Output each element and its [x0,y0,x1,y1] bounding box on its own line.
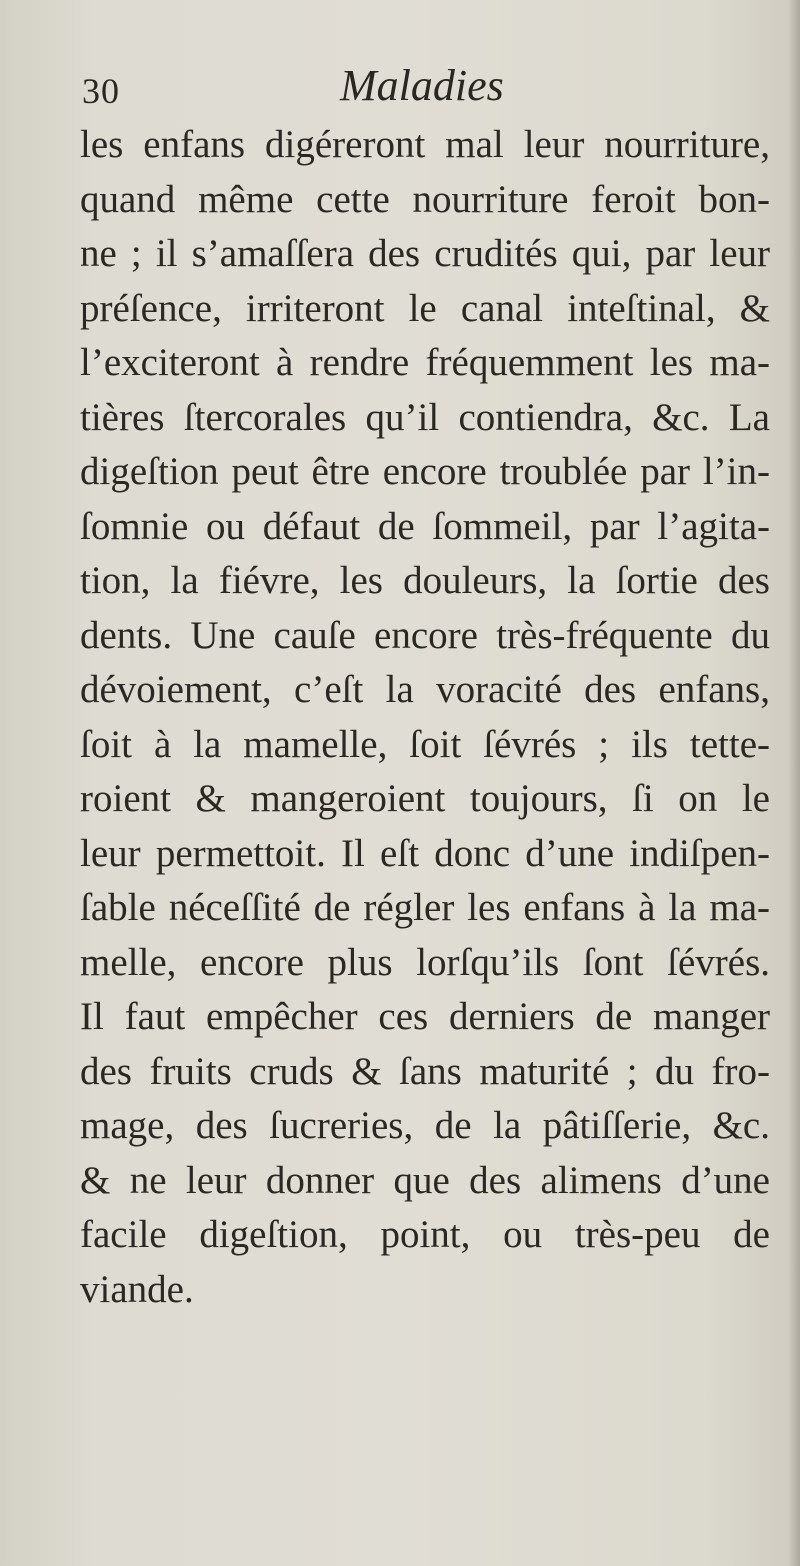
text-line: tières ſtercorales qu’il contiendra, &c. La [80,395,770,439]
text-line: ſomnie ou défaut de ſommeil, par l’agita- [80,504,770,548]
running-head: Maladies [340,61,504,110]
text-line: melle, encore plus lorſqu’ils ſont ſévrés. [80,940,770,984]
page-header [82,52,762,112]
text-line: l’exciteront à rendre fréquemment les ma- [80,341,770,384]
text-line: les enfans digéreront mal leur nourriture, [80,123,770,166]
text-line: dents. Une cauſe encore très-fréquente du [80,613,770,657]
text-line: roient & mangeroient toujours, ſi on le [80,777,770,820]
page-edge-shadow [788,0,800,1566]
text-line: Il faut empêcher ces derniers de manger [80,995,770,1038]
text-line: préſence, irriteront le canal inteſtinal, & [80,286,770,330]
text-line: ne ; il s’amaſſera des crudités qui, par leur [80,232,770,275]
text-line: tion, la fiévre, les douleurs, la ſortie des [80,559,770,602]
text-line: leur permettoit. Il eſt donc d’une indiſpen- [80,831,770,875]
body-text [80,118,770,1317]
page-number: 30 [82,71,120,111]
text-line: viande. [80,1267,194,1311]
text-line: quand même cette nourriture feroit bon- [80,177,770,221]
text-line: facile digeſtion, point, ou très-peu de [80,1213,770,1256]
text-line: & ne leur donner que des alimens d’une [80,1158,770,1202]
text-line: ſoit à la mamelle, ſoit ſévrés ; ils tette- [80,722,770,766]
text-line: digeſtion peut être encore troublée par l’in- [80,450,770,493]
text-line: des fruits cruds & ſans maturité ; du fro- [80,1049,770,1093]
text-line: dévoiement, c’eſt la voracité des enfans, [80,668,770,711]
text-line: ſable néceſſité de régler les enfans à la ma- [80,886,770,929]
text-line: mage, des ſucreries, de la pâtiſſerie, &c. [80,1104,770,1147]
